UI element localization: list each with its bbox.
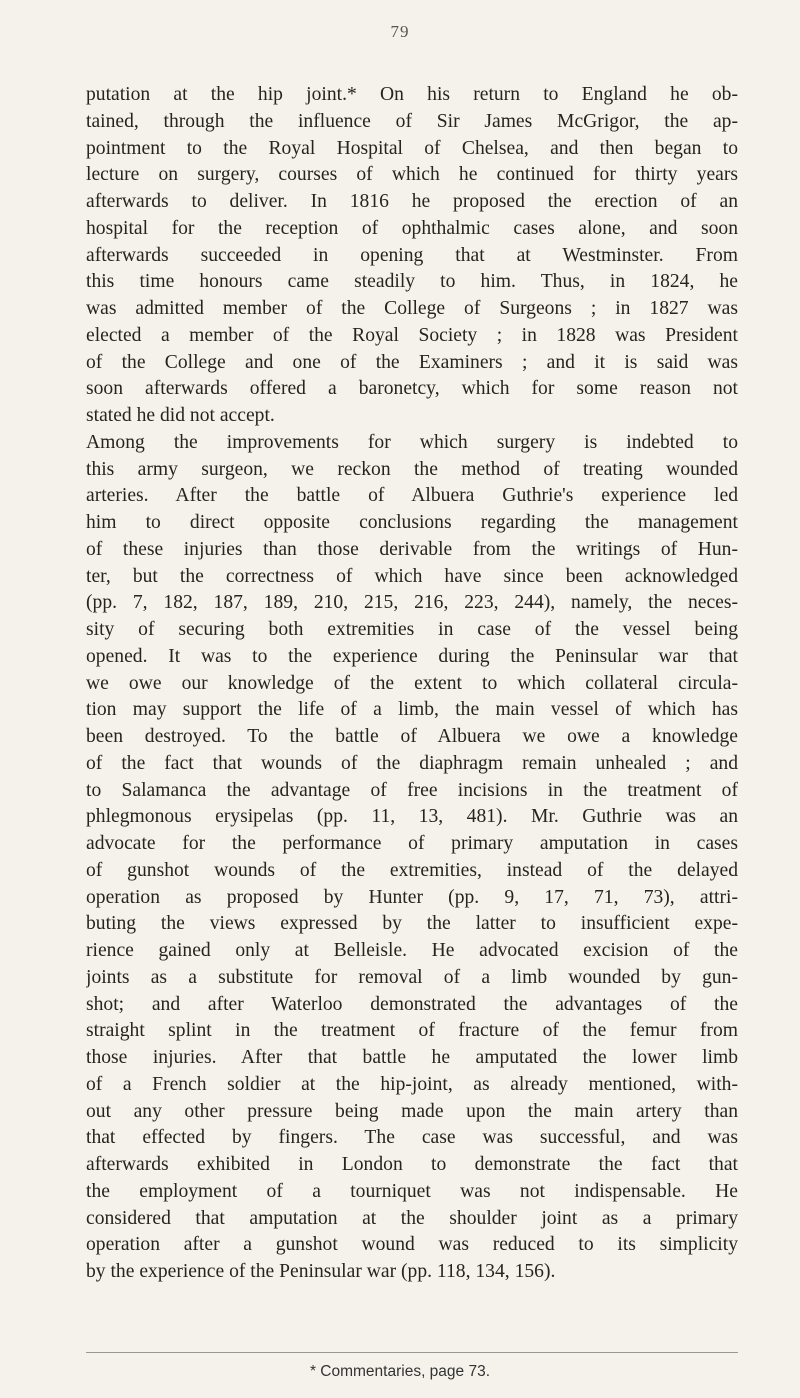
text-line: (pp. 7, 182, 187, 189, 210, 215, 216, 223, 244), namely, the neces- [86,592,738,614]
text-line: advocate for the performance of primary amputation in cases [86,833,738,854]
text-line: putation at the hip joint.* On his return to England he ob- [86,84,738,105]
text-line: phlegmonous erysipelas (pp. 11, 13, 481). Mr. Guthrie was an [86,806,738,828]
text-line: we owe our knowledge of the extent to which collateral circula- [86,672,738,694]
text-line: the employment of a tourniquet was not indispensable. He [86,1180,738,1202]
body-text [86,82,738,1286]
text-line: lecture on surgery, courses of which he continued for thirty years [86,164,738,186]
text-line: of the College and one of the Examiners ; and it is said was [86,351,738,373]
page-number: 79 [390,22,410,41]
text-line: of these injuries than those derivable from the writings of Hun- [86,538,738,560]
text-line: sity of securing both extremities in case of the vessel being [86,619,738,640]
text-line: elected a member of the Royal Society ; in 1828 was President [86,324,738,346]
text-line: of the fact that wounds of the diaphragm remain unhealed ; and [86,752,738,774]
footnote: * Commentaries, page 73. [309,1363,491,1380]
text-line: considered that amputation at the shoulder joint as a primary [86,1207,738,1229]
text-line: out any other pressure being made upon the main artery than [86,1100,738,1122]
text-line: soon afterwards offered a baronetcy, which for some reason not [86,378,738,400]
text-line: of a French soldier at the hip-joint, as already mentioned, with- [86,1073,738,1095]
text-line: arteries. After the battle of Albuera Guthrie's experience led [86,485,738,507]
text-line: buting the views expressed by the latter to insufficient expe- [86,913,738,935]
text-line: operation as proposed by Hunter (pp. 9, 17, 71, 73), attri- [86,886,738,908]
text-line: rience gained only at Belleisle. He advocated excision of the [86,940,738,961]
text-line: afterwards succeeded in opening that at Westminster. From [86,244,738,266]
text-line: tained, through the influence of Sir James McGrigor, the ap- [86,110,738,132]
text-line: straight splint in the treatment of fracture of the femur from [86,1020,738,1042]
paragraph-end-line: by the experience of the Peninsular war (pp. 118, 134, 156). [86,1261,556,1282]
text-line: tion may support the life of a limb, the main vessel of which has [86,699,738,721]
text-line: of gunshot wounds of the extremities, instead of the delayed [86,859,738,881]
paragraph-start-line: Among the improvements for which surgery is indebted to [86,431,738,453]
text-line: those injuries. After that battle he amputated the lower limb [86,1047,738,1068]
text-line: that effected by fingers. The case was successful, and was [86,1127,738,1149]
text-line: joints as a substitute for removal of a limb wounded by gun- [86,966,738,988]
paragraph-end-line: stated he did not accept. [86,405,275,426]
text-line: hospital for the reception of ophthalmic cases alone, and soon [86,217,738,239]
text-line: this army surgeon, we reckon the method of treating wounded [86,458,738,480]
text-line: ter, but the correctness of which have since been acknowledged [86,565,738,587]
text-line: to Salamanca the advantage of free incisions in the treatment of [86,779,738,801]
footnote-divider [86,1352,738,1353]
text-line: opened. It was to the experience during the Peninsular war that [86,645,738,667]
text-line: shot; and after Waterloo demonstrated the advantages of the [86,993,738,1015]
text-line: was admitted member of the College of Surgeons ; in 1827 was [86,298,738,319]
text-line: afterwards to deliver. In 1816 he proposed the erection of an [86,191,738,212]
text-line: operation after a gunshot wound was reduced to its simplicity [86,1234,738,1256]
text-line: this time honours came steadily to him. Thus, in 1824, he [86,271,738,293]
text-line: been destroyed. To the battle of Albuera we owe a knowledge [86,726,738,747]
text-line: him to direct opposite conclusions regarding the management [86,512,738,533]
text-line: pointment to the Royal Hospital of Chelsea, and then began to [86,137,738,159]
text-line: afterwards exhibited in London to demonstrate the fact that [86,1154,738,1175]
